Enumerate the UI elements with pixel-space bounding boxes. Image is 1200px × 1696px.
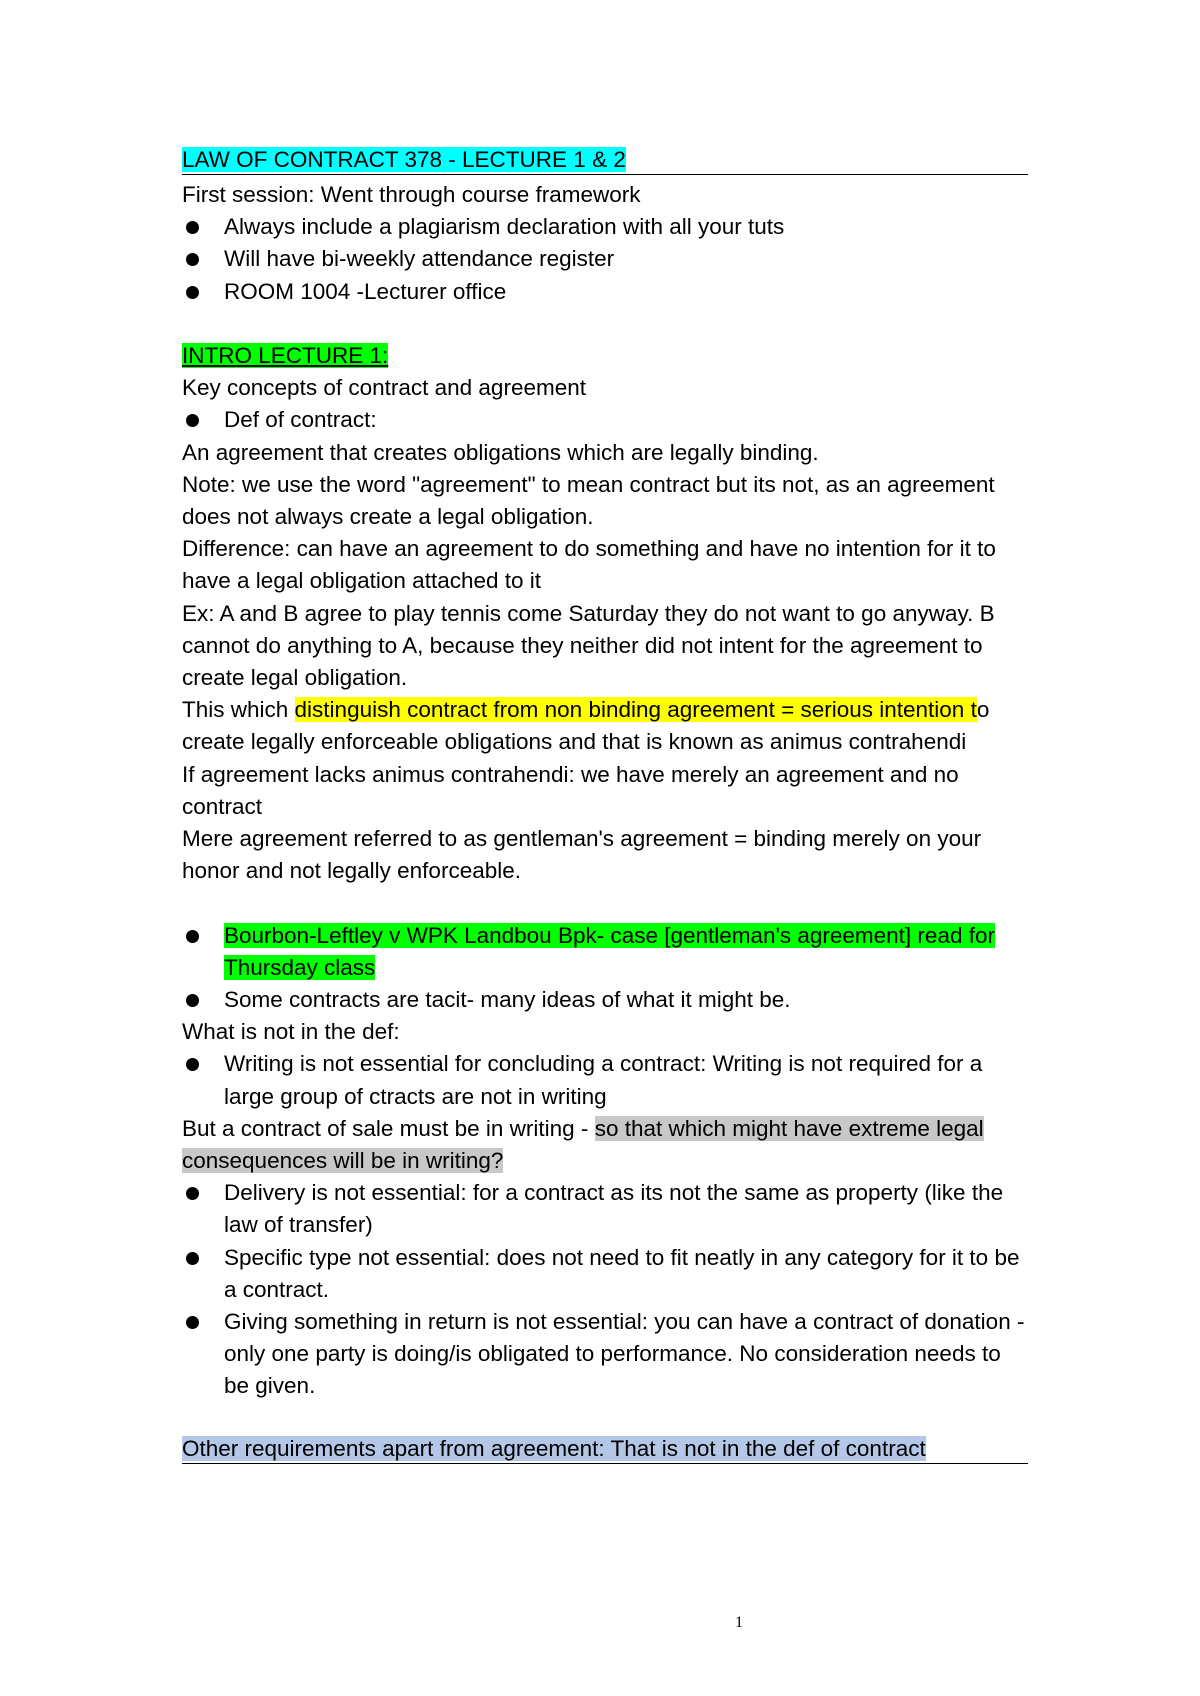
spacer [182, 308, 1028, 340]
bullet-dot-icon [186, 1058, 199, 1071]
bullet-dot-icon [186, 1316, 199, 1329]
list-item: Specific type not essential: does not need to fit neatly in any category for it to be a contract. [182, 1242, 1028, 1306]
intro-heading: INTRO LECTURE 1: [182, 343, 389, 368]
spacer [182, 1403, 1028, 1435]
first-session-text: First session: Went through course framework [182, 182, 641, 207]
example-text: Ex: A and B agree to play tennis come Saturday they do not want to go anyway. B cannot do anything to A, because they neither did not intent for the agreement to create legal obligation. [182, 600, 995, 691]
list-item: Some contracts are tacit- many ideas of what it might be. [182, 984, 1028, 1016]
list-item: Will have bi-weekly attendance register [182, 243, 1028, 275]
list-item: Delivery is not essential: for a contract as its not the same as property (like the law of transfer) [182, 1177, 1028, 1241]
bullet-dot-icon [186, 930, 199, 943]
bullet-dot-icon [186, 253, 199, 266]
distinguish-text: This which distinguish contract from non binding agreement = serious intention to create legally enforceable obligations and that is known as animus contrahendi [182, 697, 990, 755]
document-title: LAW OF CONTRACT 378 - LECTURE 1 & 2 [182, 146, 1028, 175]
sale-text: But a contract of sale must be in writing - so that which might have extreme legal consequences will be in writing? [182, 1115, 984, 1174]
bullet-dot-icon [186, 1187, 199, 1200]
list-item: Writing is not essential for concluding a contract: Writing is not required for a large group of ctracts are not in writing [182, 1048, 1028, 1112]
note-text: Note: we use the word "agreement" to mean contract but its not, as an agreement does not always create a legal obligation. [182, 471, 995, 530]
page-number: 1 [735, 1614, 743, 1631]
list-item: Bourbon-Leftley v WPK Landbou Bpk- case [gentleman's agreement] read for Thursday class [182, 920, 1028, 984]
gentleman-text: Mere agreement referred to as gentleman's agreement = binding merely on your honor and not legally enforceable. [182, 826, 982, 884]
document-page [182, 146, 1028, 1468]
list-item: Always include a plagiarism declaration with all your tuts [182, 211, 1028, 243]
bullet-dot-icon [186, 1252, 199, 1265]
bullet-dot-icon [186, 221, 199, 234]
bullet-dot-icon [186, 994, 199, 1007]
not-in-def-text: What is not in the def: [182, 1019, 400, 1045]
key-concepts-text: Key concepts of contract and agreement [182, 375, 586, 401]
other-requirements-heading: Other requirements apart from agreement: That is not in the def of contract [182, 1435, 1028, 1464]
difference-text: Difference: can have an agreement to do something and have no intention for it to have a legal obligation attached to it [182, 536, 996, 594]
definition-text: An agreement that creates obligations which are legally binding. [182, 439, 819, 465]
list-item: ROOM 1004 -Lecturer office [182, 276, 1028, 308]
lacks-text: If agreement lacks animus contrahendi: we have merely an agreement and no contract [182, 761, 959, 819]
bullet-dot-icon [186, 414, 199, 427]
spacer [182, 887, 1028, 919]
list-item: Giving something in return is not essential: you can have a contract of donation - only one party is doing/is obligated to performance. No consideration needs to be given. [182, 1306, 1028, 1403]
bullet-dot-icon [186, 286, 199, 299]
list-item: Def of contract: [182, 404, 1028, 436]
